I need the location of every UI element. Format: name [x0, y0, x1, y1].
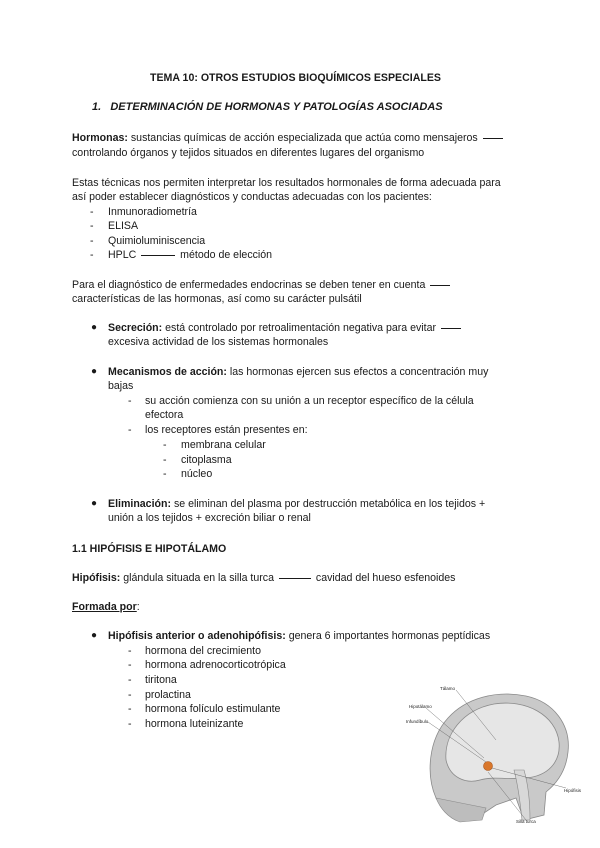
bullet-icon: ● — [91, 630, 98, 641]
mecanismos-sub-1-line-1: su acción comienza con su unión a un receptor específico de la célula — [145, 395, 474, 407]
eliminacion-line-2: unión a los tejidos + excreción biliar o renal — [108, 512, 311, 524]
adenohipofisis-line — [108, 629, 490, 643]
hormona-item-6: hormona luteinizante — [145, 718, 244, 730]
mecanismos-line-2: bajas — [108, 380, 134, 392]
arrow-line — [441, 328, 461, 329]
arrow-line — [141, 255, 175, 256]
receptor-item-1: membrana celular — [181, 439, 266, 451]
adenohipofisis-term: Hipófisis anterior o adenohipófisis: — [108, 630, 286, 642]
bullet-icon: ● — [91, 366, 98, 377]
list-item: - — [163, 468, 167, 480]
secrecion-text-1: está controlado por retroalimentación negativa para evitar — [165, 322, 437, 334]
mecanismos-line-1 — [108, 365, 488, 379]
adenohipofisis-text: genera 6 importantes hormonas peptídicas — [288, 630, 491, 642]
eliminacion-line-1 — [108, 497, 485, 511]
list-item: - — [163, 454, 167, 466]
list-item: - — [90, 220, 94, 232]
figure-label-hipotalamo: Hipotálamo — [409, 704, 432, 709]
head-sagittal-illustration — [396, 680, 586, 830]
hplc-note: método de elección — [180, 249, 273, 261]
list-item: - — [128, 674, 132, 686]
hipofisis-text-1: glándula situada en la silla turca — [123, 572, 274, 584]
mecanismos-term: Mecanismos de acción: — [108, 366, 227, 378]
tecnica-item-2: ELISA — [108, 220, 139, 232]
document-title: TEMA 10: OTROS ESTUDIOS BIOQUÍMICOS ESPECIALES — [150, 72, 441, 84]
tecnica-item-1: Inmunoradiometría — [108, 206, 197, 218]
eliminacion-term: Eliminación: — [108, 498, 171, 510]
hormonas-line-1: sustancias químicas de acción especializada que actúa como mensajeros — [130, 132, 478, 144]
section-1-number: 1. — [92, 101, 102, 113]
hormona-item-2: hormona adrenocorticotrópica — [145, 659, 286, 671]
arrow-line — [430, 285, 450, 286]
hipofisis-text-2: cavidad del hueso esfenoides — [315, 572, 456, 584]
section-1-heading — [92, 100, 443, 114]
arrow-line — [483, 138, 503, 139]
hormona-item-3: tiritona — [145, 674, 177, 686]
hormona-item-1: hormona del crecimiento — [145, 645, 261, 657]
secrecion-line-2: excesiva actividad de los sistemas hormonales — [108, 336, 329, 348]
hormona-item-5: hormona folículo estimulante — [145, 703, 281, 715]
list-item: - — [128, 659, 132, 671]
figure-label-infundibulo: Infundíbulo — [406, 719, 429, 724]
figure-label-hipofisis: Hipófisis — [564, 788, 582, 793]
figure-label-silla-turca: Silla turca — [516, 819, 536, 824]
secrecion-term: Secreción: — [108, 322, 163, 334]
formada-por-label: Formada por — [72, 601, 137, 613]
list-item: - — [128, 395, 132, 407]
mecanismos-sub-2: los receptores están presentes en: — [145, 424, 308, 436]
hipofisis-definition — [72, 571, 455, 585]
diagnostico-line-2: características de las hormonas, así como su carácter pulsátil — [72, 293, 362, 305]
bullet-icon: ● — [91, 498, 98, 509]
mecanismos-text-1: las hormonas ejercen sus efectos a concentración muy — [229, 366, 489, 378]
tecnicas-line-2: así poder establecer diagnósticos y conductas adecuadas con los pacientes: — [72, 191, 432, 203]
diagnostico-line-1 — [72, 278, 452, 292]
pituitary-gland — [484, 762, 493, 771]
hipofisis-term: Hipófisis: — [72, 572, 121, 584]
tecnica-item-4 — [108, 248, 272, 262]
list-item: - — [90, 235, 94, 247]
tecnica-item-3: Quimioluminiscencia — [108, 235, 206, 247]
list-item: - — [90, 249, 94, 261]
formada-por-heading: Formada por: — [72, 601, 140, 613]
list-item: - — [90, 206, 94, 218]
list-item: - — [128, 645, 132, 657]
receptor-item-2: citoplasma — [181, 454, 232, 466]
list-item: - — [128, 703, 132, 715]
receptor-item-3: núcleo — [181, 468, 213, 480]
hplc-label: HPLC — [108, 249, 137, 261]
hormonas-term: Hormonas: — [72, 132, 128, 144]
list-item: - — [163, 439, 167, 451]
bullet-icon: ● — [91, 322, 98, 333]
figure-label-talamo: Tálamo — [440, 686, 456, 691]
section-1-title: DETERMINACIÓN DE HORMONAS Y PATOLOGÍAS ASOCIADAS — [110, 101, 443, 113]
eliminacion-text-1: se eliminan del plasma por destrucción metabólica en los tejidos + — [173, 498, 486, 510]
diagnostico-text-1: Para el diagnóstico de enfermedades endocrinas se deben tener en cuenta — [72, 279, 426, 291]
list-item: - — [128, 424, 132, 436]
mecanismos-sub-1-line-2: efectora — [145, 409, 184, 421]
secrecion-line-1 — [108, 321, 463, 335]
list-item: - — [128, 689, 132, 701]
arrow-line — [279, 578, 311, 579]
section-1-1-heading: 1.1 HIPÓFISIS E HIPOTÁLAMO — [72, 543, 227, 555]
tecnicas-line-1: Estas técnicas nos permiten interpretar los resultados hormonales de forma adecuada para — [72, 177, 501, 189]
hormona-item-4: prolactina — [145, 689, 191, 701]
pituitary-anatomy-figure — [396, 680, 586, 830]
hormonas-definition — [72, 131, 505, 145]
list-item: - — [128, 718, 132, 730]
hormonas-line-2: controlando órganos y tejidos situados en diferentes lugares del organismo — [72, 147, 425, 159]
